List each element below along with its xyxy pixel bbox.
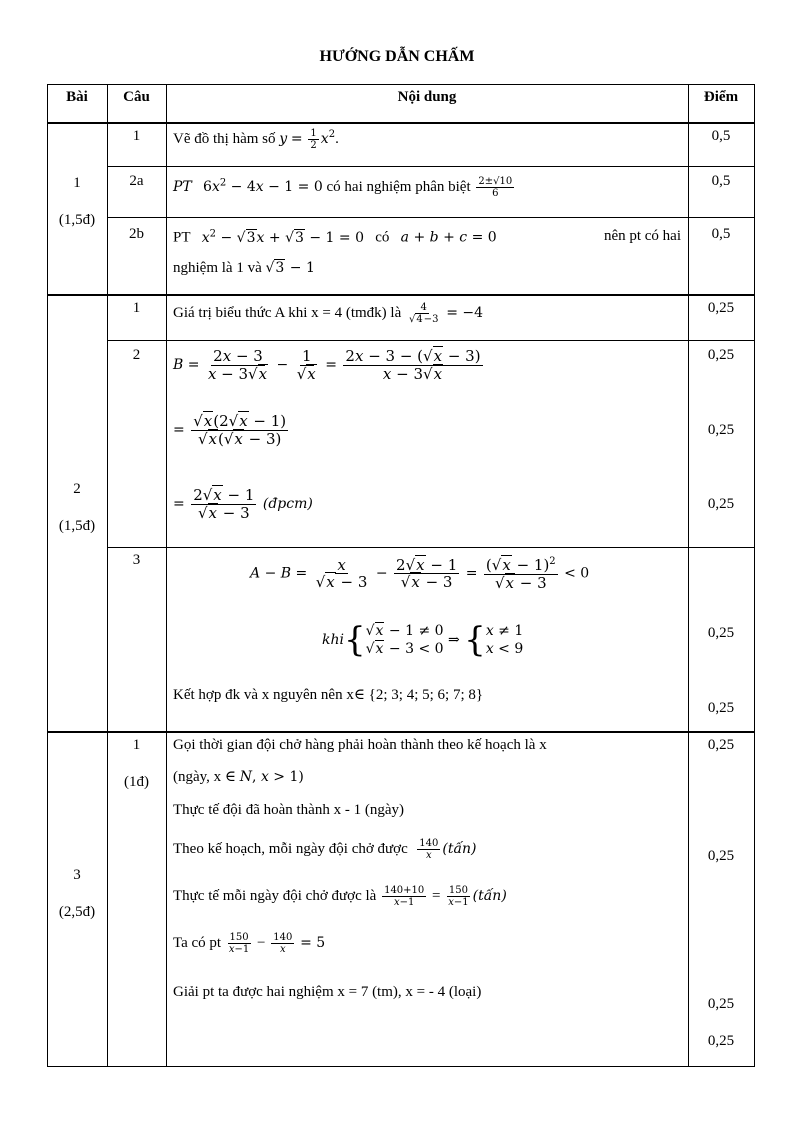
bai2-c1-cau: 1: [132, 300, 141, 316]
bai1-c2b-nen: nên pt có hai: [603, 228, 681, 244]
bai3-score-4: 0,25: [707, 1033, 735, 1049]
bai2-c3-cau: 3: [132, 552, 141, 568]
bai3-l3: Thực tế đội đã hoàn thành x - 1 (ngày): [173, 802, 404, 818]
bai2-c1-score: 0,25: [707, 300, 735, 316]
bai1-c2b-line2-text: nghiệm là 1 và: [173, 260, 262, 276]
bai1-c2a-text: có hai nghiệm phân biệt: [326, 178, 471, 195]
bai2-c2-eq2: = $\frac{√x(2√x - 1)}{√x(√x - 3)}$: [173, 412, 287, 448]
bai3-l2: (ngày, x ∈ N, x > 1): [173, 769, 304, 785]
bai1-points: (1,5đ): [58, 212, 96, 228]
bai1-c2a-score: 0,5: [711, 173, 731, 189]
bai1-c1-cau: 1: [132, 128, 141, 144]
bai3-l1: Gọi thời gian đội chở hàng phải hoàn thành theo kế hoạch là x: [173, 737, 547, 753]
bai2-c3-eq2: khi{ √x − 1 ≠ 0 √x − 3 < 0 ⇒ { x ≠ 1 x < 9: [322, 620, 524, 660]
bai3-l4-text: Theo kế hoạch, mỗi ngày đội chở được: [173, 840, 408, 857]
bai1-label: 1: [73, 175, 81, 191]
bai2-c2-cau: 2: [132, 347, 141, 363]
bai1-c2b-line1: PT $x^2 - √3x + √3 - 1 = 0$ có a + b + c = 0 nên pt có hai: [173, 228, 681, 246]
bai2-c3-ket: Kết hợp đk và x nguyên nên x∈ {2; 3; 4; 5; 6; 7; 8}: [173, 687, 484, 703]
bai1-c1-content: Vẽ đồ thị hàm số y = $\frac{1}{2}$ $x^2$.: [173, 128, 339, 151]
bai3-score-1: 0,25: [707, 737, 735, 753]
header-noidung: Nội dung: [397, 89, 457, 105]
page-title: HƯỚNG DẪN CHẤM: [319, 48, 475, 65]
bai2-c3-khi: khi: [322, 632, 344, 648]
bai2-c2-score-1: 0,25: [707, 347, 735, 363]
bai3-c1-sub: (1đ): [124, 774, 149, 790]
bai1-c2b-pt: PT: [173, 229, 191, 246]
bai3-label: 3: [73, 867, 81, 883]
bai1-c2b-line2: nghiệm là 1 và √3 − 1: [173, 260, 315, 276]
bai1-c2a-cau: 2a: [129, 173, 144, 189]
bai1-c2b-score: 0,5: [711, 226, 731, 242]
bai3-l6: Ta có pt $\frac{150}{x-1}$ − $\frac{140}{x}$ = 5: [173, 932, 326, 955]
bai2-c3-score-2: 0,25: [707, 700, 735, 716]
bai3-l5-text: Thực tế mỗi ngày đội chở được là: [173, 887, 377, 904]
bai3-l7: Giải pt ta được hai nghiệm x = 7 (tm), x = - 4 (loại): [173, 984, 482, 1000]
bai3-l2-text: (ngày, x ∈: [173, 769, 237, 785]
bai2-c2-score-3: 0,25: [707, 496, 735, 512]
header-bai: Bài: [66, 89, 88, 105]
header-cau: Câu: [123, 89, 150, 105]
bai1-c2b-co: có: [375, 229, 390, 246]
header-diem: Điểm: [703, 89, 739, 105]
bai2-c2-dpcm: (đpcm): [262, 496, 313, 512]
bai3-score-2: 0,25: [707, 848, 735, 864]
bai2-c1-text: Giá trị biểu thức A khi x = 4 (tmđk) là: [173, 304, 402, 321]
bai2-points: (1,5đ): [58, 518, 96, 534]
bai3-c1-cau: 1: [132, 737, 141, 753]
bai3-l4-unit: (tấn): [442, 840, 477, 857]
bai3-l6-text: Ta có pt: [173, 934, 222, 951]
bai1-c2b-cau: 2b: [129, 226, 144, 242]
bai2-c2-eq1: B = $\frac{2x - 3}{x - 3√x}$ − $\frac{1}{√x}$ = $\frac{2x - 3 - (√x - 3)}{x - 3√x}$: [173, 347, 481, 383]
bai2-c1-content: Giá trị biểu thức A khi x = 4 (tmđk) là $\frac{4}{√4-3}$ = −4: [173, 302, 484, 325]
bai3-score-3: 0,25: [707, 996, 735, 1012]
bai3-points: (2,5đ): [58, 904, 96, 920]
bai3-l5: Thực tế mỗi ngày đội chở được là $\frac{140+10}{x-1}$ = $\frac{150}{x-1}$ (tấn): [173, 885, 507, 908]
bai2-c3-eq1: A − B = $\frac{x}{√x - 3}$ − $\frac{2√x - 1}{√x - 3}$ = $\frac{(√x - 1)^2}{√x - 3}$ < 0: [250, 555, 590, 592]
bai3-l5-unit: (tấn): [472, 887, 507, 904]
bai2-c2-eq3: = $\frac{2√x - 1}{√x - 3}$ (đpcm): [173, 486, 313, 522]
bai1-c1-text: Vẽ đồ thị hàm số: [173, 130, 276, 147]
bai1-c2a-content: PT $6x^2 - 4x - 1 = 0$ có hai nghiệm phân biệt $\frac{2\pm√10}{6}$: [173, 176, 513, 199]
bai3-l4: Theo kế hoạch, mỗi ngày đội chở được $\frac{140}{x}$ (tấn): [173, 838, 477, 861]
bai2-label: 2: [73, 481, 81, 497]
bai2-c2-score-2: 0,25: [707, 422, 735, 438]
bai2-c3-score-1: 0,25: [707, 625, 735, 641]
bai1-c1-score: 0,5: [711, 128, 731, 144]
